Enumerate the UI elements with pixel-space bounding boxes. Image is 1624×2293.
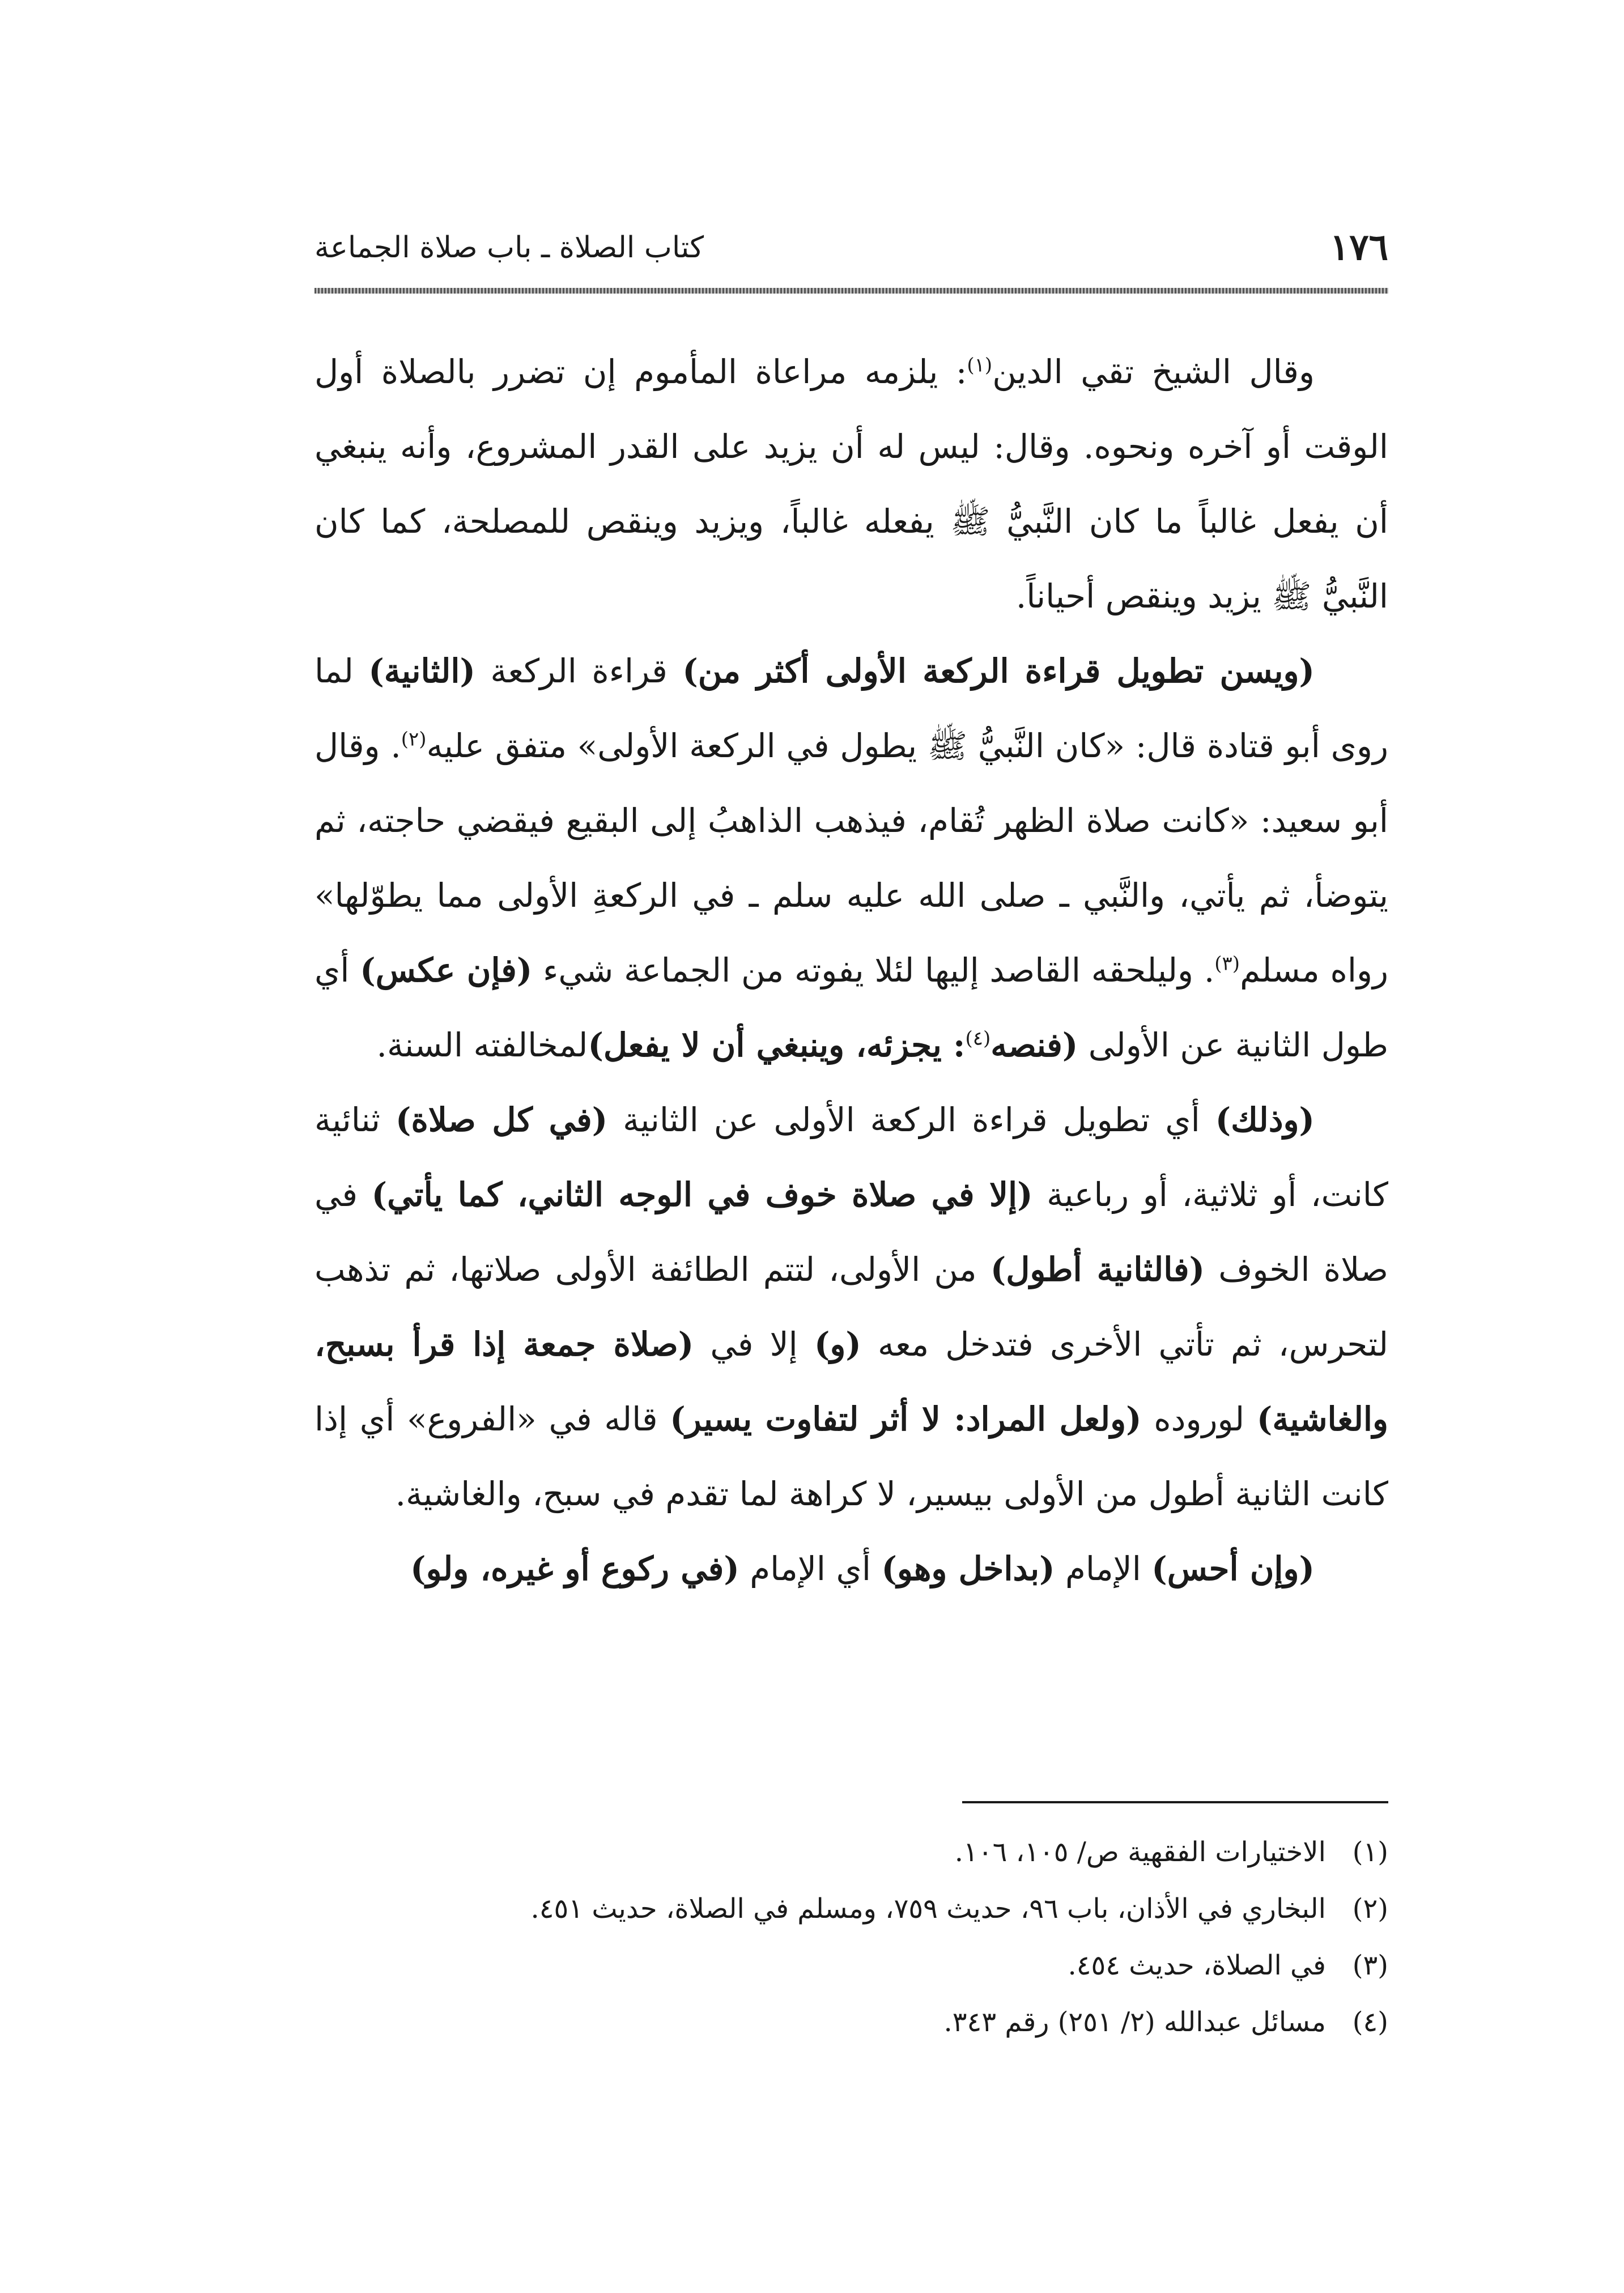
matn-text: (و)	[814, 1325, 861, 1364]
matn-text: (في ركوع أو غيره، ولو)	[410, 1549, 739, 1588]
footnote-text: في الصلاة، حديث ٤٥٤.	[1068, 1950, 1326, 1981]
sharh-text: أي تطويل قراءة الركعة الأولى عن الثانية	[607, 1101, 1215, 1139]
sharh-text: قراءة الركعة	[475, 652, 683, 690]
matn-text: (الثانية)	[368, 652, 475, 690]
footnote-text: مسائل عبدالله (٢/ ٢٥١) رقم ٣٤٣.	[943, 2006, 1326, 2038]
page-number: ١٧٦	[1329, 226, 1388, 269]
footnote-item	[314, 1880, 1388, 1937]
sharh-text: أي الإمام	[739, 1549, 882, 1588]
sharh-text: إلا في	[694, 1325, 814, 1364]
paragraph	[314, 1531, 1388, 1606]
sharh-text: لوروده	[1141, 1400, 1257, 1438]
footnote-item	[314, 1937, 1388, 1994]
matn-text: : يجزئه، وينبغي أن لا يفعل)	[588, 1026, 966, 1064]
paragraph	[314, 334, 1388, 634]
matn-text: (ولعل المراد: لا أثر لتفاوت يسير)	[670, 1400, 1142, 1438]
footnote-text: البخاري في الأذان، باب ٩٦، حديث ٧٥٩، ومسلم في الصلاة، حديث ٤٥١.	[530, 1893, 1326, 1925]
paragraph	[314, 634, 1388, 1082]
matn-text: (فإن عكس)	[360, 951, 533, 990]
sharh-text: ثنائية كانت، أو ثلاثية، أو رباعية	[314, 1101, 1389, 1214]
sharh-text: . وقال أبو سعيد: «كانت صلاة الظهر تُقام، فيذهب الذاهبُ إلى البقيع فيقضي حاجته، ثم يتوضأ، ثم يأتي، والنَّبي ـ صلى الله عليه سلم ـ في الركعةِ الأولى مما يطوّلها» رواه مسلم	[314, 727, 1388, 990]
sharh-text: لمخالفته السنة.	[376, 1026, 588, 1064]
matn-text: (بداخل وهو)	[881, 1549, 1055, 1588]
matn-text: (فنصه	[990, 1026, 1078, 1064]
header-rule	[314, 288, 1388, 294]
sharh-text: . وليلحقه القاصد إليها لئلا يفوته من الجماعة شيء	[532, 951, 1215, 990]
footnote-number: (٢)	[1352, 1893, 1388, 1925]
page-header	[314, 222, 1388, 273]
running-title: كتاب الصلاة ـ باب صلاة الجماعة	[314, 231, 704, 265]
sharh-text: لما روى أبو قتادة قال: «كان النَّبيُّ ﷺ يطول في الركعة الأولى» متفق عليه	[314, 652, 1389, 765]
sharh-text: أي طول الثانية عن الأولى	[314, 951, 1388, 1064]
footnote-number: (١)	[1352, 1836, 1388, 1868]
sharh-text: في صلاة الخوف	[314, 1175, 1388, 1289]
main-text	[314, 334, 1388, 1606]
matn-text: (إلا في صلاة خوف في الوجه الثاني، كما يأتي)	[371, 1175, 1033, 1214]
sharh-text: الإمام	[1055, 1549, 1152, 1588]
sharh-text: قاله في «الفروع» أي إذا كانت الثانية أطول من الأولى بيسير، لا كراهة لما تقدم في سبح، والغاشية.	[314, 1400, 1388, 1513]
footnote-reference: (٣)	[1214, 952, 1240, 975]
matn-text: (ويسن تطويل قراءة الركعة الأولى أكثر من)	[682, 652, 1315, 690]
footnote-reference: (١)	[967, 354, 993, 377]
sharh-text: : يلزمه مراعاة المأموم إن تضرر بالصلاة أول الوقت أو آخره ونحوه. وقال: ليس له أن يزيد على القدر المشروع، وأنه ينبغي أن يفعل غالباً ما كان النَّبيُّ ﷺ يفعله غالباً، ويزيد وينقص للمصلحة، كما كان النَّبيُّ ﷺ يزيد وينقص أحياناً.	[314, 353, 1388, 615]
sharh-text: من الأولى، لتتم الطائفة الأولى صلاتها، ثم تذهب لتحرس، ثم تأتي الأخرى فتدخل معه	[314, 1250, 1388, 1364]
matn-text: (فالثانية أطول)	[990, 1250, 1205, 1289]
matn-text: (صلاة جمعة إذا قرأ بسبح، والغاشية)	[314, 1325, 1389, 1438]
footnote-item	[314, 1994, 1388, 2050]
matn-text: (في كل صلاة)	[396, 1101, 608, 1139]
footnote-reference: (٢)	[401, 728, 427, 751]
matn-text: (وإن أحس)	[1151, 1549, 1315, 1588]
matn-text: (وذلك)	[1215, 1101, 1315, 1139]
footnote-item	[314, 1824, 1388, 1880]
footnote-number: (٤)	[1352, 2006, 1388, 2038]
footnote-number: (٣)	[1352, 1950, 1388, 1981]
footnotes	[314, 1824, 1388, 2050]
paragraph	[314, 1082, 1388, 1531]
footnote-reference: (٤)	[965, 1027, 991, 1050]
sharh-text: وقال الشيخ تقي الدين	[992, 353, 1315, 391]
footnote-text: الاختيارات الفقهية ص/ ١٠٥، ١٠٦.	[954, 1836, 1326, 1868]
footnote-rule	[962, 1801, 1388, 1803]
